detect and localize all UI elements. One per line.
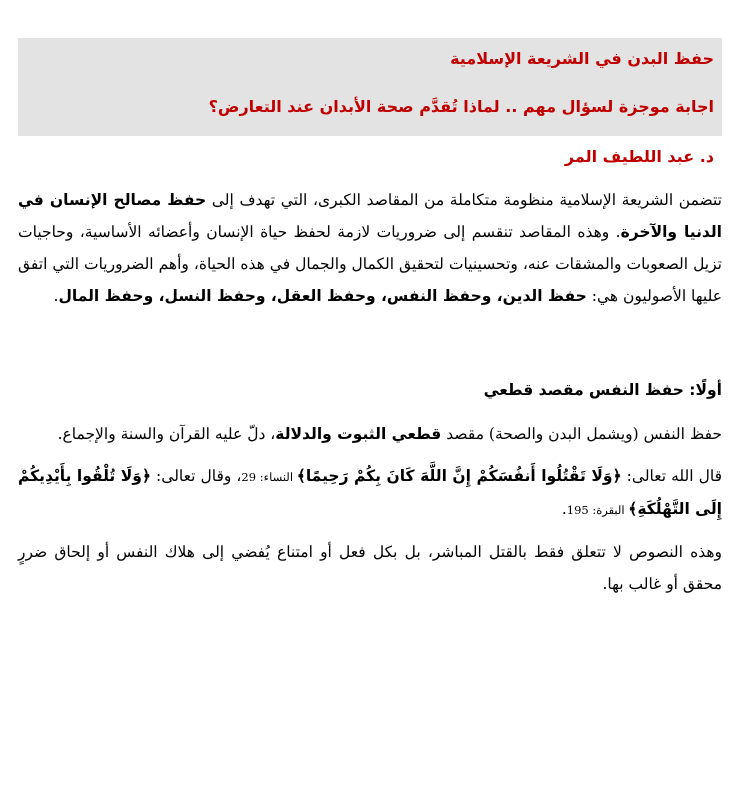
- q-text-2: ، وقال تعالى:: [151, 466, 242, 485]
- verse-ref-2: البقرة: 195: [566, 502, 629, 517]
- s1-text-2: ، دلّ عليه القرآن والسنة والإجماع.: [57, 424, 276, 443]
- quran-verse-2: ﴿وَلَا تُلْقُوا بِأَيْدِيكُمْ إِلَى التَّهْلُكَةِ﴾: [18, 466, 722, 518]
- intro-bold-2: حفظ الدين، وحفظ النفس، وحفظ العقل، وحفظ النسل، وحفظ المال: [58, 287, 587, 305]
- article-subtitle: اجابة موجزة لسؤال مهم .. لماذا تُقدَّم صحة الأبدان عند التعارض؟: [208, 97, 714, 116]
- intro-paragraph: [18, 184, 722, 312]
- intro-text-1: تتضمن الشريعة الإسلامية منظومة متكاملة من المقاصد الكبرى، التي تهدف إلى: [206, 191, 722, 209]
- article-title: حفظ البدن في الشريعة الإسلامية: [450, 49, 714, 68]
- title-banner: [18, 38, 722, 136]
- q-text-1: قال الله تعالى:: [621, 466, 722, 485]
- intro-text-2: . وهذه المقاصد تنقسم إلى ضروريات لازمة لحفظ حياة الإنسان وأعضائه الأساسية، وحاجيات تزيل الصعوبات والمشقات عنه، وتحسينيات لتحقيق الكمال والجمال في هذه الحياة، وأهم الضروريات التي اتفق عليها الأصوليون هي:: [18, 223, 722, 305]
- section-heading: أولًا: حفظ النفس مقصد قطعي: [483, 381, 722, 399]
- q-text-3: .: [561, 499, 567, 518]
- author-name: د. عبد اللطيف المر: [564, 147, 714, 166]
- section-paragraph-1: [18, 418, 722, 450]
- intro-text-3: .: [53, 287, 59, 305]
- s1-bold-1: قطعي الثبوت والدلالة: [275, 424, 442, 443]
- quran-paragraph: [18, 460, 722, 526]
- s1-text-1: حفظ النفس (ويشمل البدن والصحة) مقصد: [441, 424, 722, 443]
- document-page: [18, 38, 722, 600]
- quran-verse-1: ﴿وَلَا تَقْتُلُوا أَنفُسَكُمْ إِنَّ اللَّهَ كَانَ بِكُمْ رَحِيمًا﴾: [296, 466, 622, 485]
- verse-ref-1: النساء: 29: [241, 469, 297, 484]
- section-paragraph-3: وهذه النصوص لا تتعلق فقط بالقتل المباشر، بل بكل فعل أو امتناع يُفضي إلى هلاك النفس أو إلحاق ضررٍ محقق أو غالب بها.: [18, 542, 722, 593]
- intro-bold-1: حفظ مصالح الإنسان في الدنيا والآخرة: [18, 191, 722, 241]
